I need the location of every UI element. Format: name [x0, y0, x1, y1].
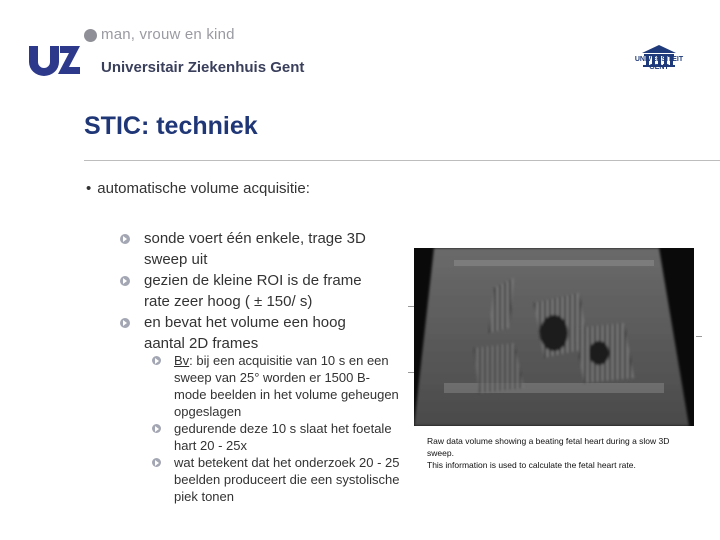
tagline: man, vrouw en kind: [101, 26, 235, 43]
image-side-marker: [408, 306, 414, 307]
level2-list: [120, 228, 390, 354]
list-item-text: wat betekent dat het onderzoek 20 - 25 beelden produceert die een systolische piek tonen: [174, 455, 400, 504]
image-side-marker: [696, 336, 702, 337]
caption-line-1: Raw data volume showing a beating fetal heart during a slow 3D sweep.: [427, 436, 670, 458]
ultrasound-image: [414, 248, 694, 426]
arrow-bullet-icon: [152, 458, 161, 467]
uz-logo: [27, 44, 81, 76]
list-item-text: gezien de kleine ROI is de frame rate zeer hoog ( ± 150/ s): [144, 272, 362, 310]
arrow-bullet-icon: [152, 356, 161, 365]
level1-bullet-icon: •: [86, 180, 92, 197]
level1-bullet: [86, 180, 310, 197]
tagline-dot-icon: [84, 29, 97, 42]
list-item-text: sonde voert één enkele, trage 3D sweep uit: [144, 230, 366, 268]
arrow-bullet-icon: [152, 424, 161, 433]
caption-line-2: This information is used to calculate the fetal heart rate.: [427, 460, 636, 470]
list-item: [152, 420, 400, 454]
level3-list: [152, 352, 400, 505]
arrow-bullet-icon: [120, 234, 130, 244]
organization-name: Universitair Ziekenhuis Gent: [101, 59, 305, 76]
list-item-text: : bij een acquisitie van 10 s en een sweep van 25° worden er 1500 B-mode beelden in het volume geheugen opgeslagen: [174, 353, 399, 419]
list-item: [152, 454, 400, 505]
arrow-bullet-icon: [120, 318, 130, 328]
list-item: [120, 228, 390, 270]
list-item: [120, 312, 390, 354]
image-side-marker: [408, 372, 414, 373]
list-item: [120, 270, 390, 312]
title-divider: [84, 160, 720, 161]
slide-title: STIC: techniek: [84, 112, 258, 140]
level1-text: automatische volume acquisitie:: [97, 180, 310, 197]
arrow-bullet-icon: [120, 276, 130, 286]
image-caption: [427, 435, 697, 471]
ugent-logo-text: UNIVERSITEIT GENT: [634, 56, 684, 71]
list-item: [152, 352, 400, 420]
list-item-text: gedurende deze 10 s slaat het foetale hart 20 - 25x: [174, 421, 392, 453]
example-prefix: Bv: [174, 353, 190, 368]
list-item-text: en bevat het volume een hoog aantal 2D frames: [144, 314, 346, 352]
